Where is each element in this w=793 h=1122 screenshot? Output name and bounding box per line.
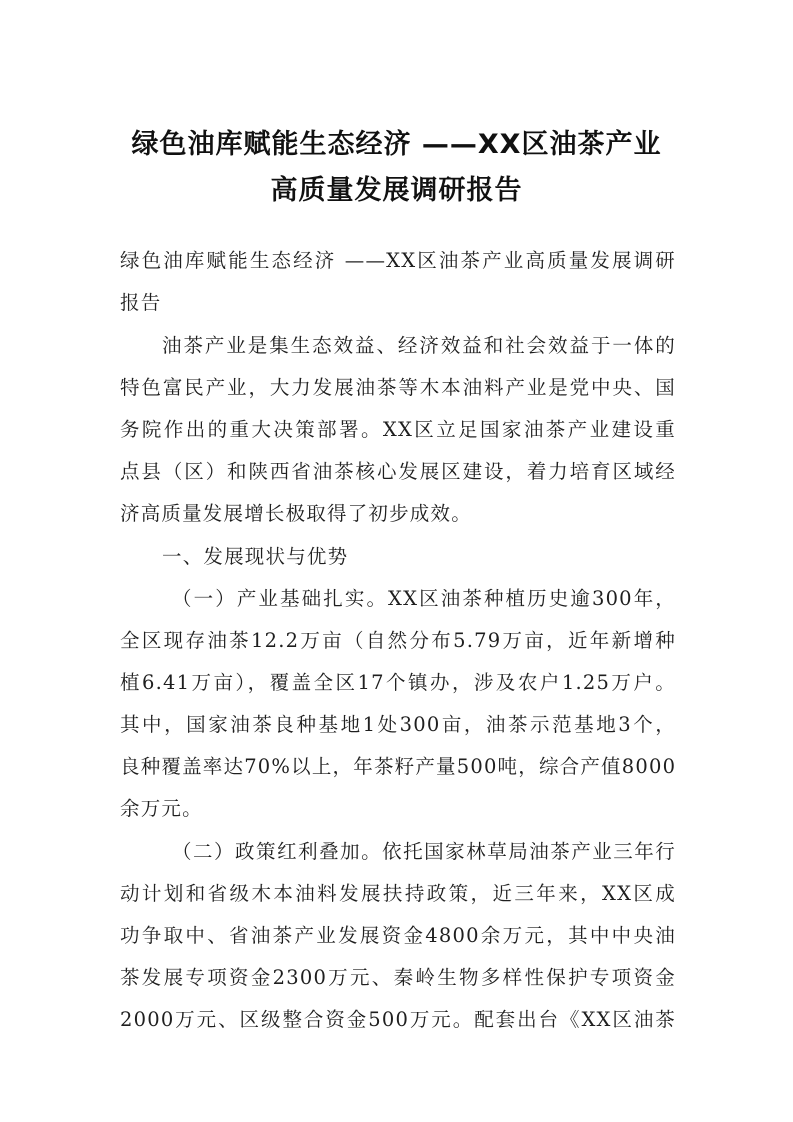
paragraph-line: 全区现存油茶12.2万亩（自然分布5.79万亩，近年新增种: [120, 629, 676, 652]
section-heading: 一、发展现状与优势: [162, 545, 349, 568]
document-title-line-2: 高质量发展调研报告: [270, 175, 523, 206]
paragraph-line: 其中，国家油茶良种基地1处300亩，油茶示范基地3个，: [120, 713, 676, 736]
paragraph-line: 务院作出的重大决策部署。XX区立足国家油茶产业建设重: [120, 418, 676, 441]
document-title-line-1: 绿色油库赋能生态经济 ——XX区油茶产业: [131, 129, 662, 160]
paragraph-line: 良种覆盖率达70%以上，年茶籽产量500吨，综合产值8000: [120, 755, 676, 778]
paragraph-line: 点县（区）和陕西省油茶核心发展区建设，着力培育区域经: [120, 460, 676, 483]
subtitle-line-2: 报告: [120, 291, 162, 314]
paragraph-line: 余万元。: [120, 797, 203, 820]
subtitle-line-1: 绿色油库赋能生态经济 ——XX区油茶产业高质量发展调研: [120, 249, 676, 272]
paragraph-line: （二）政策红利叠加。依托国家林草局油茶产业三年行: [172, 840, 676, 863]
paragraph-line: 植6.41万亩），覆盖全区17个镇办，涉及农户1.25万户。: [120, 671, 676, 694]
paragraph-line: 动计划和省级木本油料发展扶持政策，近三年来，XX区成: [120, 882, 676, 905]
paragraph-line: 功争取中、省油茶产业发展资金4800余万元，其中中央油: [120, 924, 676, 947]
paragraph-line: 2000万元、区级整合资金500万元。配套出台《XX区油茶: [120, 1008, 676, 1031]
paragraph-line: （一）产业基础扎实。XX区油茶种植历史逾300年，: [172, 587, 676, 610]
paragraph-line: 特色富民产业，大力发展油茶等木本油料产业是党中央、国: [120, 376, 676, 399]
paragraph-line: 茶发展专项资金2300万元、秦岭生物多样性保护专项资金: [120, 966, 676, 989]
paragraph-line: 油茶产业是集生态效益、经济效益和社会效益于一体的: [162, 334, 676, 357]
paragraph-line: 济高质量发展增长极取得了初步成效。: [120, 502, 472, 525]
